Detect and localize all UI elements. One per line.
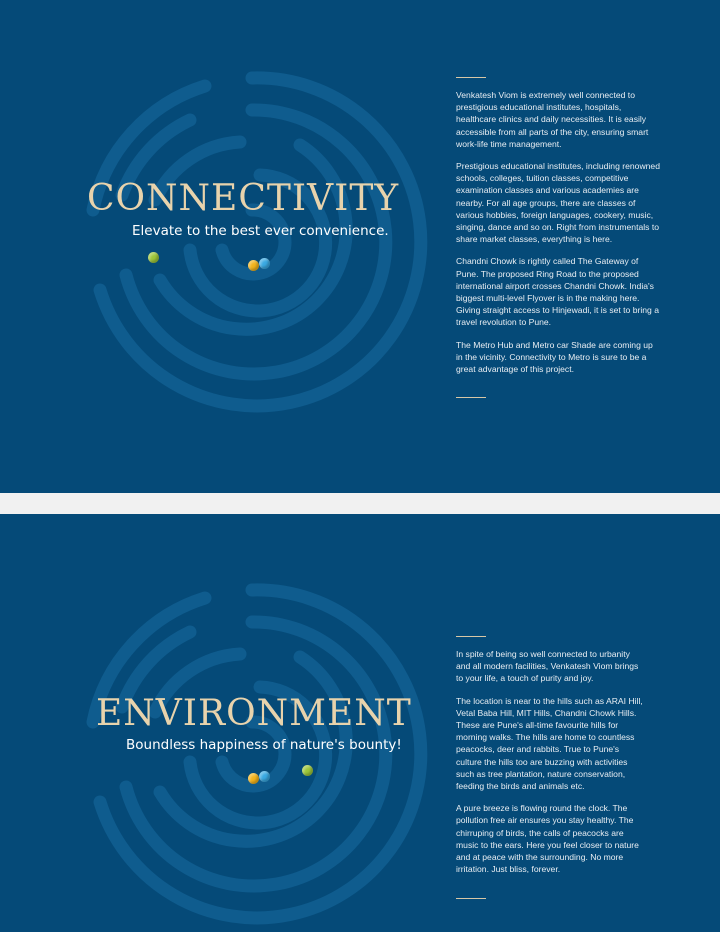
- yellow-dot-icon: [248, 773, 259, 784]
- page-title: ENVIRONMENT: [96, 693, 412, 734]
- blue-dot-icon: [259, 258, 270, 269]
- environment-panel: [0, 514, 720, 932]
- page-title: CONNECTIVITY: [87, 178, 400, 219]
- paragraph: A pure breeze is flowing round the clock. The pollution free air ensures you stay healthy. The chirruping of birds, the calls of peacocks are music to the ears. Here you feel closer to nature and at peace with the surrounding. No more irritation. Just bliss, forever.: [456, 803, 639, 875]
- paragraph: The Metro Hub and Metro car Shade are coming up in the vicinity. Connectivity to Metro is sure to be a great advantage of this project.: [456, 339, 653, 375]
- bottom-divider: [456, 397, 486, 398]
- green-dot-icon: [302, 765, 313, 776]
- paragraph: Prestigious educational institutes, including renowned schools, colleges, tuition classes, competitive examination classes and various academies are nearby. For all age groups, there are classes of various hobbies, foreign languages, cookery, music, singing, dance and so on. Right from instrumentals to share market classes, everything is here.: [456, 161, 660, 245]
- paragraph: In spite of being so well connected to urbanity and all modern facilities, Venkatesh Viom brings to your life, a touch of purity and joy.: [456, 649, 639, 684]
- description-text: [456, 648, 646, 885]
- bottom-divider: [456, 898, 486, 899]
- yellow-dot-icon: [248, 260, 259, 271]
- tagline: Boundless happiness of nature's bounty!: [126, 737, 402, 753]
- paragraph: The location is near to the hills such as ARAI Hill, Vetal Baba Hill, MIT Hills, Chandni Chowk Hills. These are Pune's all-time favourite hills for morning walks. The hills are home to countless peacocks, deer and rabbits. True to Pune's culture the hills too are buzzing with activities such as tree plantation, nature conservation, feeding the birds and animals etc.: [456, 695, 643, 792]
- green-dot-icon: [148, 252, 159, 263]
- tagline: Elevate to the best ever convenience.: [132, 223, 389, 239]
- paragraph: Venkatesh Viom is extremely well connected to prestigious educational institutes, hospitals, healthcare clinics and daily necessities. It is easily accessible from all parts of the city, ensuring smart work-life time management.: [456, 90, 649, 149]
- blue-dot-icon: [259, 771, 270, 782]
- paragraph: Chandni Chowk is rightly called The Gateway of Pune. The proposed Ring Road to the proposed international airport crosses Chandni Chowk. India's biggest multi-level Flyover is in the making here. Giving straight access to Hinjewadi, it is set to bring a travel revolution to Pune.: [456, 256, 659, 328]
- description-text: [456, 89, 661, 385]
- top-divider: [456, 77, 486, 78]
- top-divider: [456, 636, 486, 637]
